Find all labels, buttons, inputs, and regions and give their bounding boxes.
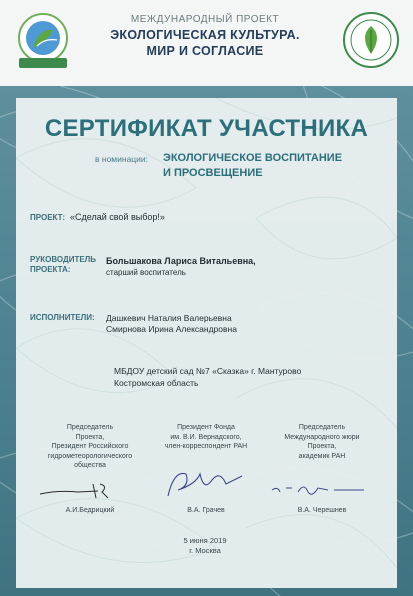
leader-name: Большакова Лариса Витальевна, [106,256,256,266]
signatory-2-name: В.А. Грачев [187,507,225,514]
leader-label-1: РУКОВОДИТЕЛЬ [30,255,97,264]
signature-3-icon [268,478,368,502]
signatory-2-title: Президент Фонда им. В.И. Вернадского, член-корреспондент РАН [164,424,248,450]
certificate-title: СЕРТИФИКАТ УЧАСТНИКА [44,115,369,142]
fund-logo-icon [341,10,401,70]
project-value: «Сделай свой выбор!» [70,212,165,222]
nomination-label: в номинации: [95,154,149,164]
leader-label-2: ПРОЕКТА: [30,265,71,274]
issue-date-block [150,536,260,556]
issue-city: г. Москва [189,546,221,555]
executor-name-1: Дашкевич Наталия Валерьевна [106,313,232,323]
header-line-2: ЭКОЛОГИЧЕСКАЯ КУЛЬТУРА. [110,28,300,42]
signature-2-icon [160,466,250,502]
project-logo-icon [13,8,73,72]
nomination-value-line-1: ЭКОЛОГИЧЕСКОЕ ВОСПИТАНИЕ [163,152,343,164]
executor-name-2: Смирнова Ирина Александровна [106,324,237,334]
leader-role: старший воспитатель [106,268,186,277]
organization-line-1: МБДОУ детский сад №7 «Сказка» г. Мантурово [114,366,302,376]
executors-label: ИСПОЛНИТЕЛИ: [30,313,95,322]
header-line-3: МИР И СОГЛАСИЕ [146,44,264,58]
signatory-1-title: Председатель Проекта, Президент Российского гидрометеорологического общества [47,424,133,469]
project-label: ПРОЕКТ: [30,213,66,222]
signatory-3-title: Председатель Международного жюри Проекта, академик РАН [284,424,360,460]
signature-1-icon [38,478,138,502]
nomination-value-line-2: И ПРОСВЕЩЕНИЕ [163,167,263,179]
organization-line-2: Костромская область [114,378,199,388]
issue-date: 5 июня 2019 [183,536,227,545]
signatory-1-name: А.И.Бедрицкий [65,507,115,514]
signatory-3-name: В.А. Черешнев [297,507,347,514]
header-line-1: МЕЖДУНАРОДНЫЙ ПРОЕКТ [130,14,280,25]
